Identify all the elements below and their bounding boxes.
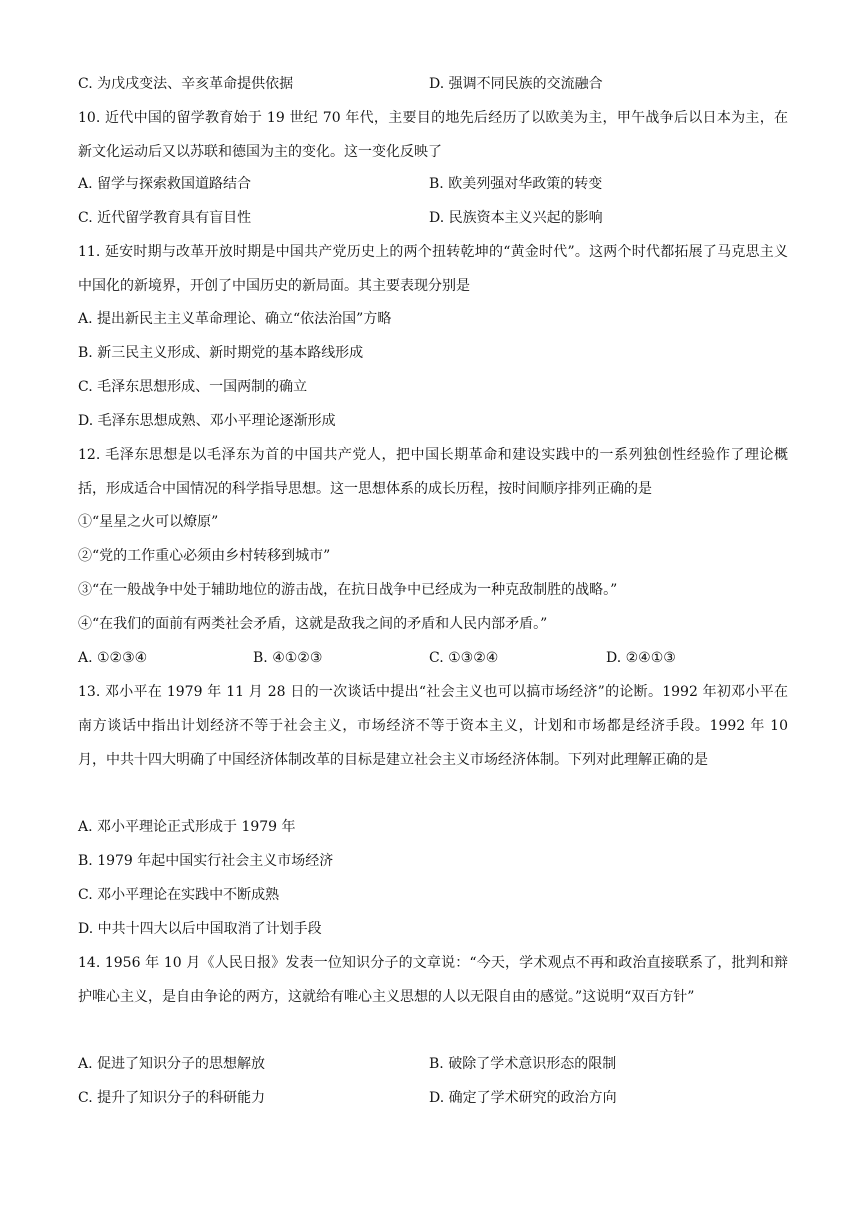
q13-option-d: D. 中共十四大以后中国取消了计划手段	[78, 921, 322, 937]
q10-option-c: C. 近代留学教育具有盲目性	[78, 210, 252, 226]
q14-option-d: D. 确定了学术研究的政治方向	[429, 1090, 617, 1106]
q12-item-3: ③“在一般战争中处于辅助地位的游击战，在抗日战争中已经成为一种克敌制胜的战略。”	[78, 582, 618, 598]
q13-option-b: B. 1979 年起中国实行社会主义市场经济	[78, 853, 334, 869]
q9-option-c: C. 为戊戌变法、辛亥革命提供依据	[78, 76, 294, 92]
q13-option-c: C. 邓小平理论在实践中不断成熟	[78, 887, 280, 903]
q12-item-1: ①“星星之火可以燎原”	[78, 514, 219, 530]
q11-option-b: B. 新三民主义形成、新时期党的基本路线形成	[78, 345, 364, 361]
q14-stem: 14. 1956 年 10 月《人民日报》发表一位知识分子的文章说：“今天，学术观点不再和政治直接联系了，批判和辩护唯心主义，是自由争论的两方，这就给有唯心主义思想的人以无限自由的感觉。”这说明“双百方针”	[78, 955, 788, 1005]
q11-option-a: A. 提出新民主主义革命理论、确立“依法治国”方略	[78, 311, 392, 327]
q12-stem: 12. 毛泽东思想是以毛泽东为首的中国共产党人，把中国长期革命和建设实践中的一系列独创性经验作了理论概括，形成适合中国情况的科学指导思想。这一思想体系的成长历程，按时间顺序排列正确的是	[78, 447, 788, 497]
q12-item-2: ②“党的工作重心必须由乡村转移到城市”	[78, 548, 331, 564]
q14-option-c: C. 提升了知识分子的科研能力	[78, 1090, 266, 1106]
q12-item-4: ④“在我们的面前有两类社会矛盾，这就是敌我之间的矛盾和人民内部矛盾。”	[78, 616, 548, 632]
q11-stem: 11. 延安时期与改革开放时期是中国共产党历史上的两个扭转乾坤的“黄金时代”。这两个时代都拓展了马克思主义中国化的新境界，开创了中国历史的新局面。其主要表现分别是	[78, 244, 788, 294]
q13-option-a: A. 邓小平理论正式形成于 1979 年	[78, 819, 296, 835]
q14-option-b: B. 破除了学术意识形态的限制	[429, 1056, 617, 1072]
q12-option-a: A. ①②③④	[78, 650, 148, 666]
q13-stem: 13. 邓小平在 1979 年 11 月 28 日的一次谈话中提出“社会主义也可以搞市场经济”的论断。1992 年初邓小平在南方谈话中指出计划经济不等于社会主义，市场经济不等于资本主义，计划和市场都是经济手段。1992 年 10 月，中共十四大明确了中国经济体制改革的目标是建立社会主义市场经济体制。下列对此理解正确的是	[78, 684, 788, 768]
q10-option-d: D. 民族资本主义兴起的影响	[429, 210, 603, 226]
q10-stem: 10. 近代中国的留学教育始于 19 世纪 70 年代，主要目的地先后经历了以欧美为主，甲午战争后以日本为主，在新文化运动后又以苏联和德国为主的变化。这一变化反映了	[78, 110, 788, 160]
q11-option-c: C. 毛泽东思想形成、一国两制的确立	[78, 379, 308, 395]
q11-option-d: D. 毛泽东思想成熟、邓小平理论逐渐形成	[78, 413, 336, 429]
q12-option-d: D. ②④①③	[606, 650, 676, 666]
q9-option-d: D. 强调不同民族的交流融合	[429, 76, 603, 92]
q12-option-c: C. ①③②④	[429, 650, 499, 666]
q10-option-a: A. 留学与探索救国道路结合	[78, 176, 252, 192]
q12-option-b: B. ④①②③	[253, 650, 323, 666]
q10-option-b: B. 欧美列强对华政策的转变	[429, 176, 603, 192]
q14-option-a: A. 促进了知识分子的思想解放	[78, 1056, 266, 1072]
